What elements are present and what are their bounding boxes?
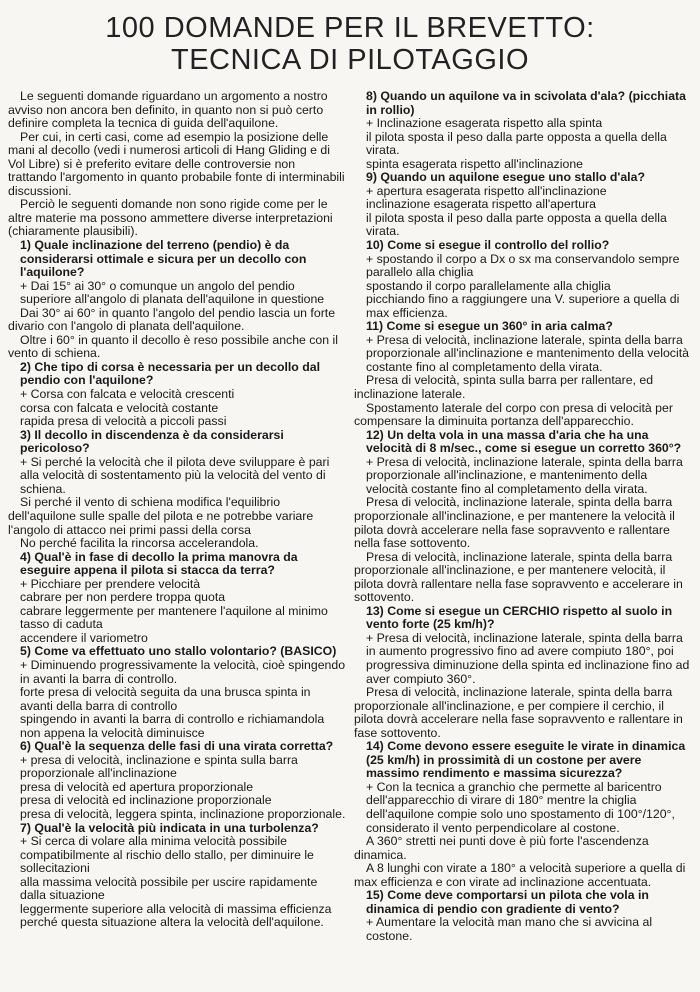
paragraph: spingendo in avanti la barra di controllo e richiamandola non appena la velocità diminuisce — [20, 712, 325, 740]
paragraph: picchiando fino a raggiungere una V. superiore a quella di max efficienza. — [366, 292, 680, 320]
paragraph: + Picchiare per prendere velocità — [8, 578, 346, 592]
paragraph: corsa con falcata e velocità costante — [20, 400, 219, 415]
question-text: 1) Quale inclinazione del terreno (pendio) è da considerarsi ottimale e sicura per un decollo con l'aquilone? — [20, 238, 307, 280]
title-line-1: 100 DOMANDE PER IL BREVETTO: — [105, 12, 595, 44]
paragraph: Oltre i 60° in quanto il decollo è reso possibile anche con il vento di schiena. — [8, 332, 338, 361]
paragraph: forte presa di velocità seguita da una brusca spinta in avanti della barra di controllo — [20, 685, 311, 713]
paragraph: spostando il corpo parallelamente alla chiglia — [366, 278, 611, 293]
paragraph: alla massima velocità possibile per uscire rapidamente dalla situazione — [20, 874, 318, 903]
paragraph: Dai 30° ai 60° in quanto l'angolo del pendio lascia un forte divario con l'angolo di planata dell'aquilone. — [8, 305, 336, 334]
paragraph: + spostando il corpo a Dx o sx ma conservandolo sempre parallelo alla chiglia — [354, 253, 692, 280]
paragraph: + Diminuendo progressivamente la velocità, cioè spingendo in avanti la barra di controllo. — [8, 659, 346, 686]
paragraph: il pilota sposta il peso dalla parte opposta a quella della virata. — [366, 129, 667, 158]
paragraph: Perciò le seguenti domande non sono rigide come per le altre materie ma possono ammettere diverse interpretazioni (chiaramente plausibili). — [8, 197, 333, 239]
paragraph: presa di velocità, leggera spinta, inclinazione proporzionale. — [20, 806, 346, 821]
paragraph: + Presa di velocità, inclinazione laterale, spinta della barra in aumento progressivo fino ad avere compiuto 180°, poi progressiva diminuzione della spinta ed inclinazione fino ad aver compiuto 360°. — [354, 632, 692, 686]
paragraph: A 8 lunghi con virate a 180° a velocità superiore a quella di max efficienza e con virate ad inclinazione accentuata. — [354, 861, 686, 889]
page-title — [8, 12, 692, 76]
paragraph: rapida presa di velocità a piccoli passi — [20, 414, 227, 429]
paragraph: + Dai 15° ai 30° o comunque un angolo del pendio superiore all'angolo di planata dell'aquilone in questione — [8, 280, 346, 307]
paragraph: Presa di velocità, spinta sulla barra per rallentare, ed inclinazione laterale. — [354, 373, 654, 402]
left-column — [8, 90, 346, 943]
paragraph: + Presa di velocità, inclinazione laterale, spinta della barra proporzionale all'inclinazione e mantenimento della velocità costante fino al completamento della virata. — [354, 334, 692, 375]
question-text: 4) Qual'è in fase di decollo la prima manovra da eseguire appena il pilota si stacca da terra? — [20, 549, 298, 578]
paragraph: + Si perché la velocità che il pilota deve sviluppare è pari alla velocità di sostentamento più la velocità del vento di schiena. — [8, 456, 346, 497]
paragraph: + Inclinazione esagerata rispetto alla spinta — [354, 117, 692, 131]
paragraph: Le seguenti domande riguardano un argomento a nostro avviso non ancora ben definito, in quanto non si può certo definire completa la tecnica di guida dell'aquilone. — [8, 89, 328, 131]
paragraph: + apertura esagerata rispetto all'inclinazione — [354, 185, 692, 199]
paragraph: Per cui, in certi casi, come ad esempio la posizione delle mani al decollo (vedi i numerosi articoli di Hang Gliding e di Vol Libre) si è preferito evitare delle controversie non trattando l'argomento in quanto probabile fonte di interminabili discussioni. — [8, 129, 345, 198]
paragraph: cabrare leggermente per mantenere l'aquilone al minimo tasso di caduta — [20, 603, 328, 632]
question-text: 6) Qual'è la sequenza delle fasi di una virata corretta? — [20, 739, 334, 754]
paragraph: il pilota sposta il peso dalla parte opposta a quella della virata. — [366, 210, 667, 239]
paragraph: Presa di velocità, inclinazione laterale, spinta della barra proporzionale all'inclinazione, e per compiere il cerchio, il pilota dovrà accelerare nella fase sopravvento e rallentare in fase sottovento. — [354, 685, 683, 740]
title-line-2: TECNICA DI PILOTAGGIO — [170, 44, 530, 76]
question-text: 10) Come si esegue il controllo del rollio? — [366, 238, 610, 253]
paragraph: A 360° stretti nei punti dove è più forte l'ascendenza dinamica. — [354, 834, 649, 862]
paragraph: Si perché il vento di schiena modifica l'equilibrio dell'aquilone sulle spalle del pilota e ne potrebbe variare l'angolo di attacco nei primi passi della corsa — [8, 495, 314, 537]
question-text: 8) Quando un aquilone va in scivolata d'ala? (picchiata in rollio) — [366, 89, 686, 117]
right-column — [354, 90, 692, 943]
paragraph: + Corsa con falcata e velocità crescenti — [8, 388, 346, 402]
question-text: 3) Il decollo in discendenza è da considerarsi pericoloso? — [20, 427, 284, 456]
paragraph: + Con la tecnica a granchio che permette al baricentro dell'apparecchio di virare di 180° mentre la chiglia dell'aquilone compie solo uno spostamento di 100°/120°, considerato il vento perpendicolare al costone. — [354, 781, 692, 835]
question-text: 7) Qual'è la velocità più indicata in una turbolenza? — [20, 820, 319, 835]
question-text: 13) Come si esegue un CERCHIO rispetto al suolo in vento forte (25 km/h)? — [366, 603, 673, 632]
question-text: 11) Come si esegue un 360° in aria calma? — [366, 319, 613, 334]
paragraph: presa di velocità ed inclinazione proporzionale — [20, 793, 272, 808]
paragraph: cabrare per non perdere troppa quota — [20, 590, 226, 605]
paragraph: inclinazione esagerata rispetto all'apertura — [366, 197, 596, 212]
question-text: 2) Che tipo di corsa è necessaria per un decollo dal pendio con l'aquilone? — [20, 359, 321, 388]
paragraph: Presa di velocità, inclinazione laterale, spinta della barra proporzionale all'inclinazione, e per mantenere velocità, il pilota dovrà rallentare nella fase sopravvento e accelerare in sottovento. — [354, 549, 683, 605]
paragraph: accendere il variometro — [20, 630, 148, 645]
paragraph: presa di velocità ed apertura proporzionale — [20, 779, 254, 794]
paragraph: + Aumentare la velocità man mano che si avvicina al costone. — [354, 916, 692, 943]
question-text: 5) Come va effettuato uno stallo volontario? (BASICO) — [20, 644, 337, 659]
question-text: 9) Quando un aquilone esegue uno stallo d'ala? — [366, 170, 645, 185]
paragraph: + Presa di velocità, inclinazione laterale, spinta della barra proporzionale all'inclinazione, e mantenimento della velocità costante fino al completamento della virata. — [354, 456, 692, 497]
paragraph: Spostamento laterale del corpo con presa di velocità per compensare la diminuita portanza dell'apparecchio. — [354, 400, 673, 429]
paragraph: + presa di velocità, inclinazione e spinta sulla barra proporzionale all'inclinazione — [8, 754, 346, 781]
paragraph: + Si cerca di volare alla minima velocità possibile compatibilmente al rischio dello stallo, per diminuire le sollecitazioni — [8, 835, 346, 876]
paragraph: Presa di velocità, inclinazione laterale, spinta della barra proporzionale all'inclinazione, e per mantenere la velocità il pilota dovrà accelerare nella fase sopravvento e rallentare nella fase sottovento. — [354, 495, 675, 551]
question-text: 12) Un delta vola in una massa d'aria che ha una velocità di 8 m/sec., come si esegue un corretto 360°? — [366, 427, 682, 456]
paragraph: leggermente superiore alla velocità di massima efficienza perché questa situazione altera la velocità dell'aquilone. — [20, 901, 332, 930]
paragraph: No perché facilita la rincorsa accelerandola. — [20, 536, 259, 551]
paragraph: spinta esagerata rispetto all'inclinazione — [366, 156, 583, 171]
question-text: 14) Come devono essere eseguite le virate in dinamica (25 km/h) in prossimità di un costone per avere massimo rendimento e massima sicurezza? — [366, 739, 686, 781]
text-columns — [8, 90, 692, 943]
question-text: 15) Come deve comportarsi un pilota che vola in dinamica di pendio con gradiente di vento? — [366, 888, 649, 916]
